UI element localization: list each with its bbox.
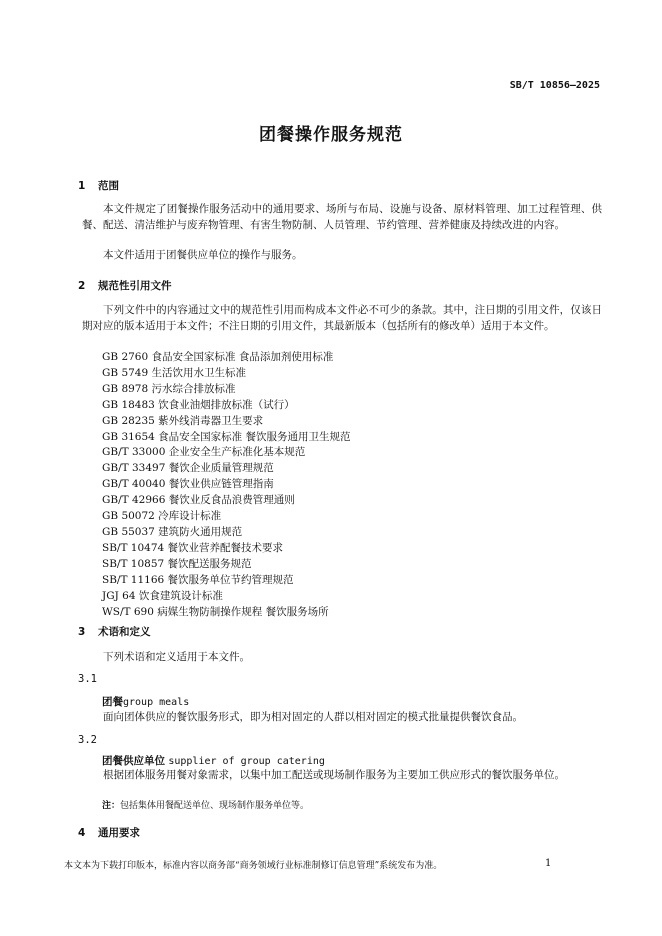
term-english: supplier of group catering xyxy=(168,756,325,767)
section-4-heading xyxy=(78,825,140,840)
section-title: 范围 xyxy=(98,180,119,192)
page-number: 1 xyxy=(545,858,552,869)
section-number: 4 xyxy=(78,827,86,839)
reference-item: GB/T 33497 餐饮企业质量管理规范 xyxy=(102,462,274,475)
reference-item: WS/T 690 病媒生物防制操作规程 餐饮服务场所 xyxy=(102,605,329,618)
reference-item: GB 5749 生活饮用水卫生标准 xyxy=(102,366,247,379)
reference-item: SB/T 10857 餐饮配送服务规范 xyxy=(102,557,252,570)
reference-item: SB/T 11166 餐饮服务单位节约管理规范 xyxy=(102,573,294,586)
term-3-1-title xyxy=(102,694,189,709)
reference-item: SB/T 10474 餐饮业营养配餐技术要求 xyxy=(102,541,284,554)
reference-item: GB 31654 食品安全国家标准 餐饮服务通用卫生规范 xyxy=(102,430,351,443)
term-3-2-definition: 根据团体服务用餐对象需求，以集中加工配送或现场制作服务为主要加工供应形式的餐饮服务单位。 xyxy=(103,769,565,781)
reference-item: GB 2760 食品安全国家标准 食品添加剂使用标准 xyxy=(102,351,334,363)
section-2-paragraph-1: 下列文件中的内容通过文中的规范性引用而构成本文件必不可少的条款。其中，注日期的引用文件，仅该日期对应的版本适用于本文件；不注日期的引用文件，其最新版本（包括所有的修改单）适用于本文件。 xyxy=(82,304,602,332)
reference-item: GB/T 40040 餐饮业供应链管理指南 xyxy=(102,478,274,491)
section-number: 2 xyxy=(78,280,86,292)
reference-item: GB 55037 建筑防火通用规范 xyxy=(102,525,243,538)
section-title: 术语和定义 xyxy=(98,626,151,638)
section-number: 3 xyxy=(78,626,86,638)
reference-item: GB 28235 紫外线消毒器卫生要求 xyxy=(102,414,264,427)
section-1-heading xyxy=(78,178,119,193)
term-3-2-title xyxy=(102,753,325,768)
term-3-1-number: 3.1 xyxy=(78,673,97,685)
section-3-paragraph-1: 下列术语和定义适用于本文件。 xyxy=(103,651,250,663)
reference-item: GB 8978 污水综合排放标准 xyxy=(102,382,236,395)
section-1-paragraph-2: 本文件适用于团餐供应单位的操作与服务。 xyxy=(103,249,303,261)
section-title: 通用要求 xyxy=(98,827,140,839)
term-english: group meals xyxy=(123,697,190,708)
footer-disclaimer: 本文本为下载打印版本，标准内容以商务部“商务领域行业标准制修订信息管理”系统发布为准。 xyxy=(64,861,443,871)
reference-item: GB 18483 饮食业油烟排放标准（试行） xyxy=(102,398,295,411)
document-title: 团餐操作服务规范 xyxy=(259,125,403,145)
section-number: 1 xyxy=(78,180,86,192)
section-3-heading xyxy=(78,624,151,639)
term-3-2-number: 3.2 xyxy=(78,734,97,746)
section-title: 规范性引用文件 xyxy=(98,280,172,292)
term-chinese: 团餐供应单位 xyxy=(102,755,165,767)
normative-references-list xyxy=(102,350,351,620)
term-3-1-definition: 面向团体供应的餐饮服务形式，即为相对固定的人群以相对固定的模式批量提供餐饮食品。 xyxy=(103,711,523,723)
section-1-paragraph-1: 本文件规定了团餐操作服务活动中的通用要求、场所与布局、设施与设备、原材料管理、加工过程管理、供餐、配送、清洁维护与废弃物管理、有害生物防制、人员管理、节约管理、营养健康及持续改进的内容。 xyxy=(82,203,602,231)
note-text: 包括集体用餐配送单位、现场制作服务单位等。 xyxy=(120,801,310,811)
reference-item: GB/T 33000 企业安全生产标准化基本规范 xyxy=(102,446,306,459)
note-label: 注： xyxy=(102,801,121,811)
term-chinese: 团餐 xyxy=(102,696,123,708)
reference-item: GB/T 42966 餐饮业反食品浪费管理通则 xyxy=(102,494,295,507)
reference-item: JGJ 64 饮食建筑设计标准 xyxy=(102,589,223,602)
section-2-heading xyxy=(78,278,172,293)
term-3-2-note xyxy=(102,798,309,811)
reference-item: GB 50072 冷库设计标准 xyxy=(102,510,222,523)
document-code: SB/T 10856—2025 xyxy=(509,80,600,91)
